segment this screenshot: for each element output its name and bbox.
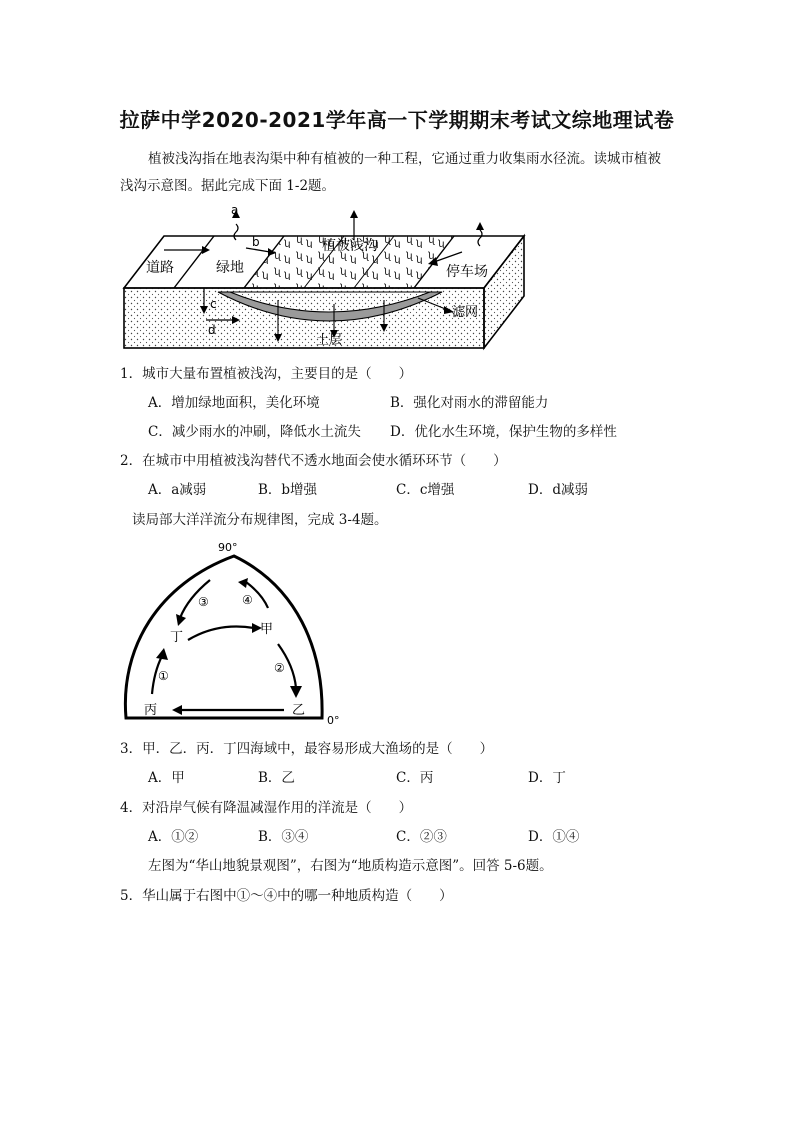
q2-option-c[interactable]: C．c增强 — [396, 482, 455, 498]
q1-stem: 1．城市大量布置植被浅沟，主要目的是（ ） — [120, 366, 413, 382]
label-green: 绿地 — [216, 260, 244, 276]
label-c: c — [210, 297, 217, 311]
label-d: d — [208, 323, 216, 337]
q2-stem: 2．在城市中用植被浅沟替代不透水地面会使水循环环节（ ） — [120, 453, 507, 469]
area-ding: 丁 — [170, 630, 184, 645]
current-1: ① — [158, 669, 169, 683]
q2-option-d[interactable]: D．d减弱 — [528, 482, 588, 498]
label-soil: 土层 — [316, 333, 343, 348]
q1-option-d[interactable]: D．优化水生环境，保护生物的多样性 — [390, 424, 617, 440]
q3-option-d[interactable]: D．丁 — [528, 770, 566, 786]
q5-stem: 5．华山属于右图中①～④中的哪一种地质构造（ ） — [120, 888, 453, 904]
intro-3: 左图为“华山地貌景观图”，右图为“地质构造示意图”。回答 5-6题。 — [148, 858, 553, 874]
label-road: 道路 — [146, 260, 174, 276]
label-filter: 滤网 — [452, 305, 479, 320]
exam-title: 拉萨中学2020-2021学年高一下学期期末考试文综地理试卷 — [119, 108, 675, 132]
q4-option-d[interactable]: D．①④ — [528, 829, 580, 845]
swale-diagram — [118, 200, 538, 352]
q4-option-c[interactable]: C．②③ — [396, 829, 447, 845]
lat-90: 90° — [218, 541, 238, 554]
q4-option-b[interactable]: B．③④ — [258, 829, 309, 845]
q1-option-c[interactable]: C．减少雨水的冲刷，降低水土流失 — [148, 424, 361, 440]
current-2: ② — [274, 661, 285, 675]
lat-0: 0° — [327, 714, 340, 727]
q3-option-b[interactable]: B．乙 — [258, 770, 295, 786]
ocean-current-diagram — [118, 538, 348, 730]
label-b: b — [252, 235, 260, 249]
label-a: a — [231, 203, 239, 217]
intro-line-1: 植被浅沟指在地表沟渠中种有植被的一种工程，它通过重力收集雨水径流。读城市植被 — [148, 151, 661, 167]
q2-option-a[interactable]: A．a减弱 — [148, 482, 207, 498]
q1-option-a[interactable]: A．增加绿地面积，美化环境 — [148, 395, 320, 411]
area-jia: 甲 — [260, 622, 274, 637]
q2-option-b[interactable]: B．b增强 — [258, 482, 318, 498]
current-3: ③ — [198, 595, 209, 609]
current-boundary — [125, 556, 322, 718]
q4-option-a[interactable]: A．①② — [148, 829, 199, 845]
area-bing: 丙 — [144, 703, 158, 718]
label-swale: 植被浅沟 — [322, 238, 378, 254]
q4-stem: 4．对沿岸气候有降温减湿作用的洋流是（ ） — [120, 800, 413, 816]
intro-2: 读局部大洋洋流分布规律图，完成 3-4题。 — [132, 512, 388, 528]
intro-line-2: 浅沟示意图。据此完成下面 1-2题。 — [120, 178, 336, 194]
q3-option-a[interactable]: A．甲 — [148, 770, 185, 786]
q3-stem: 3．甲．乙．丙．丁四海域中，最容易形成大渔场的是（ ） — [120, 741, 494, 757]
current-4: ④ — [242, 593, 253, 607]
q1-option-b[interactable]: B．强化对雨水的滞留能力 — [390, 395, 549, 411]
area-yi: 乙 — [292, 703, 306, 718]
q3-option-c[interactable]: C．丙 — [396, 770, 434, 786]
label-parking: 停车场 — [446, 264, 488, 280]
